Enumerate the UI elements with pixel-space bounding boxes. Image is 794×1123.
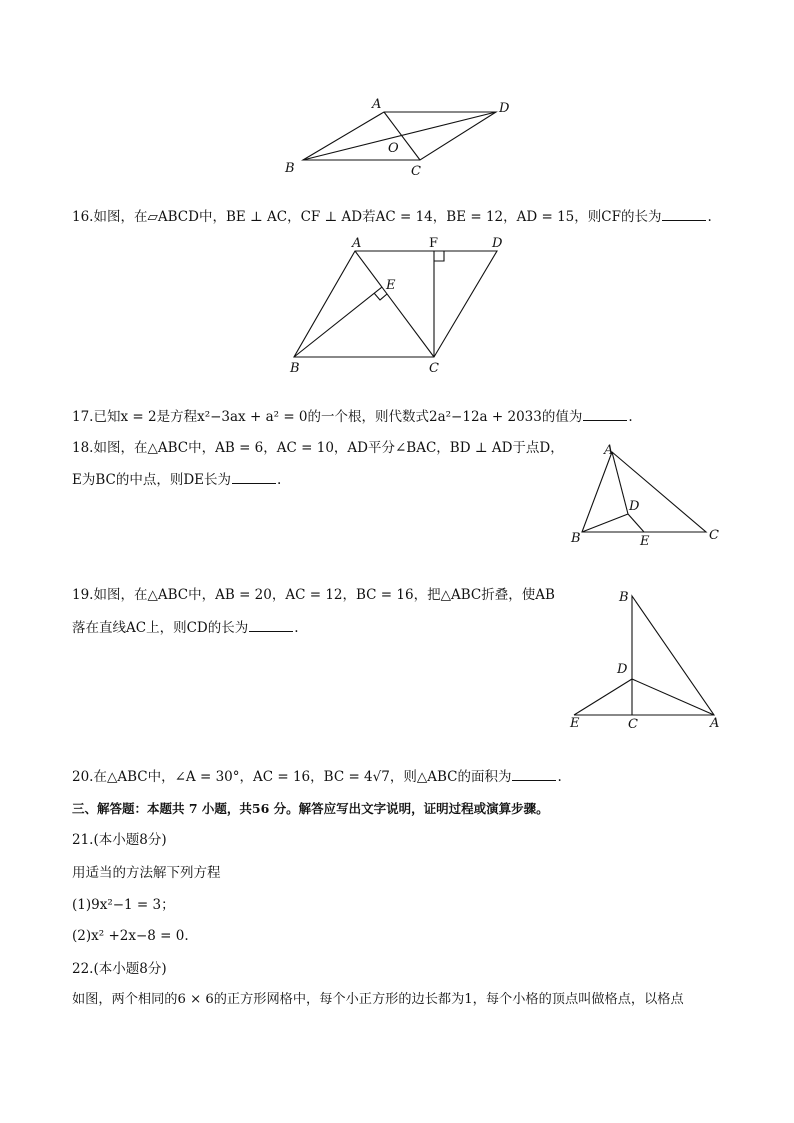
vertex-label-c: C <box>709 528 719 543</box>
vertex-label-a: A <box>352 236 362 251</box>
question-text: 如图，在▱ABCD中，BE ⊥ AC，CF ⊥ AD若AC = 14，BE = 12，AD = 15，则CF的长为 <box>93 209 662 225</box>
vertex-label-c: C <box>411 164 421 179</box>
question-19-line-1 <box>72 586 555 604</box>
question-text: 如图，在△ABC中，AB = 20，AC = 12，BC = 16，把△ABC折叠，使AB <box>93 587 555 603</box>
parallelogram-abcd <box>294 251 497 357</box>
question-number: 18. <box>72 440 94 456</box>
point-label-e: E <box>386 278 396 293</box>
question-22-header <box>72 960 167 978</box>
question-number: 17. <box>72 409 94 425</box>
vertex-label-b: B <box>290 361 300 376</box>
question-text: E为BC的中点，则DE长为 <box>72 472 232 488</box>
vertex-label-a: A <box>604 443 614 458</box>
question-20 <box>72 768 562 786</box>
triangle-figure-q19 <box>564 584 730 734</box>
vertex-label-a: A <box>372 97 382 112</box>
question-number: 19. <box>72 587 94 603</box>
question-header: 21.(本小题8分) <box>72 832 167 848</box>
question-text: 如图，两个相同的6 × 6的正方形网格中，每个小正方形的边长都为1，每个小格的顶点叫做格点，以格点 <box>72 992 684 1007</box>
vertex-label-d: D <box>492 236 503 251</box>
question-18-line-1 <box>72 439 564 457</box>
question-end: . <box>628 409 633 425</box>
question-17 <box>72 408 633 426</box>
question-end: . <box>557 769 562 785</box>
question-end: . <box>294 620 299 636</box>
question-number: 20. <box>72 769 94 785</box>
parallelogram-figure-q16 <box>282 234 512 376</box>
right-angle-mark-e <box>374 293 387 300</box>
vertex-label-b: B <box>285 161 295 176</box>
parallelogram-figure-q15 <box>280 92 520 184</box>
question-21-part-2 <box>72 927 189 945</box>
answer-blank <box>662 208 706 221</box>
segment-ed <box>574 679 632 715</box>
question-21-prompt <box>72 864 221 882</box>
point-label-o: O <box>388 141 399 156</box>
point-label-e: E <box>570 716 580 731</box>
vertex-label-c: C <box>628 717 638 732</box>
question-text: 已知x = 2是方程x²−3ax + a² = 0的一个根，则代数式2a²−12a + 2033的值为 <box>93 409 583 425</box>
question-text: 落在直线AC上，则CD的长为 <box>72 620 249 636</box>
diagonal-bd <box>303 112 496 160</box>
point-label-f: F <box>429 236 439 251</box>
triangle-figure-q18 <box>566 440 726 550</box>
question-text: 如图，在△ABC中，AB = 6，AC = 10，AD平分∠BAC，BD ⊥ AD于点D， <box>93 440 564 456</box>
question-part: (2)x² +2x−8 = 0. <box>72 928 189 944</box>
answer-blank <box>512 768 556 781</box>
vertex-label-b: B <box>619 590 629 605</box>
answer-blank <box>583 408 627 421</box>
vertex-label-a: A <box>710 716 720 731</box>
vertex-label-d: D <box>499 101 510 116</box>
question-end: . <box>277 472 282 488</box>
question-22-text <box>72 991 684 1009</box>
vertex-label-b: B <box>571 531 581 546</box>
section-heading <box>72 800 549 818</box>
question-header: 22.(本小题8分) <box>72 961 167 977</box>
question-21-header <box>72 831 167 849</box>
question-16 <box>72 208 712 226</box>
vertex-label-c: C <box>429 361 439 376</box>
right-angle-mark-f <box>434 251 444 261</box>
segment-be <box>294 287 382 357</box>
section-heading-text: 三、解答题：本题共 7 小题，共56 分。解答应写出文字说明，证明过程或演算步骤。 <box>72 801 549 816</box>
point-label-d: D <box>617 662 628 677</box>
answer-blank <box>232 471 276 484</box>
answer-blank <box>249 619 293 632</box>
question-part: (1)9x²−1 = 3； <box>72 897 175 913</box>
question-21-part-1 <box>72 896 175 914</box>
question-end: . <box>707 209 712 225</box>
question-text: 在△ABC中，∠A = 30°，AC = 16，BC = 4√7，则△ABC的面积为 <box>93 769 512 785</box>
question-number: 16. <box>72 209 94 225</box>
question-text: 用适当的方法解下列方程 <box>72 865 221 881</box>
segment-bd <box>582 514 628 532</box>
question-19-line-2 <box>72 619 299 637</box>
question-18-line-2 <box>72 471 281 489</box>
point-label-d: D <box>629 499 640 514</box>
diagonal-ac <box>355 251 434 357</box>
triangle-abc <box>582 452 706 532</box>
point-label-e: E <box>640 534 650 549</box>
segment-ad <box>612 452 628 514</box>
segment-de <box>628 514 644 532</box>
